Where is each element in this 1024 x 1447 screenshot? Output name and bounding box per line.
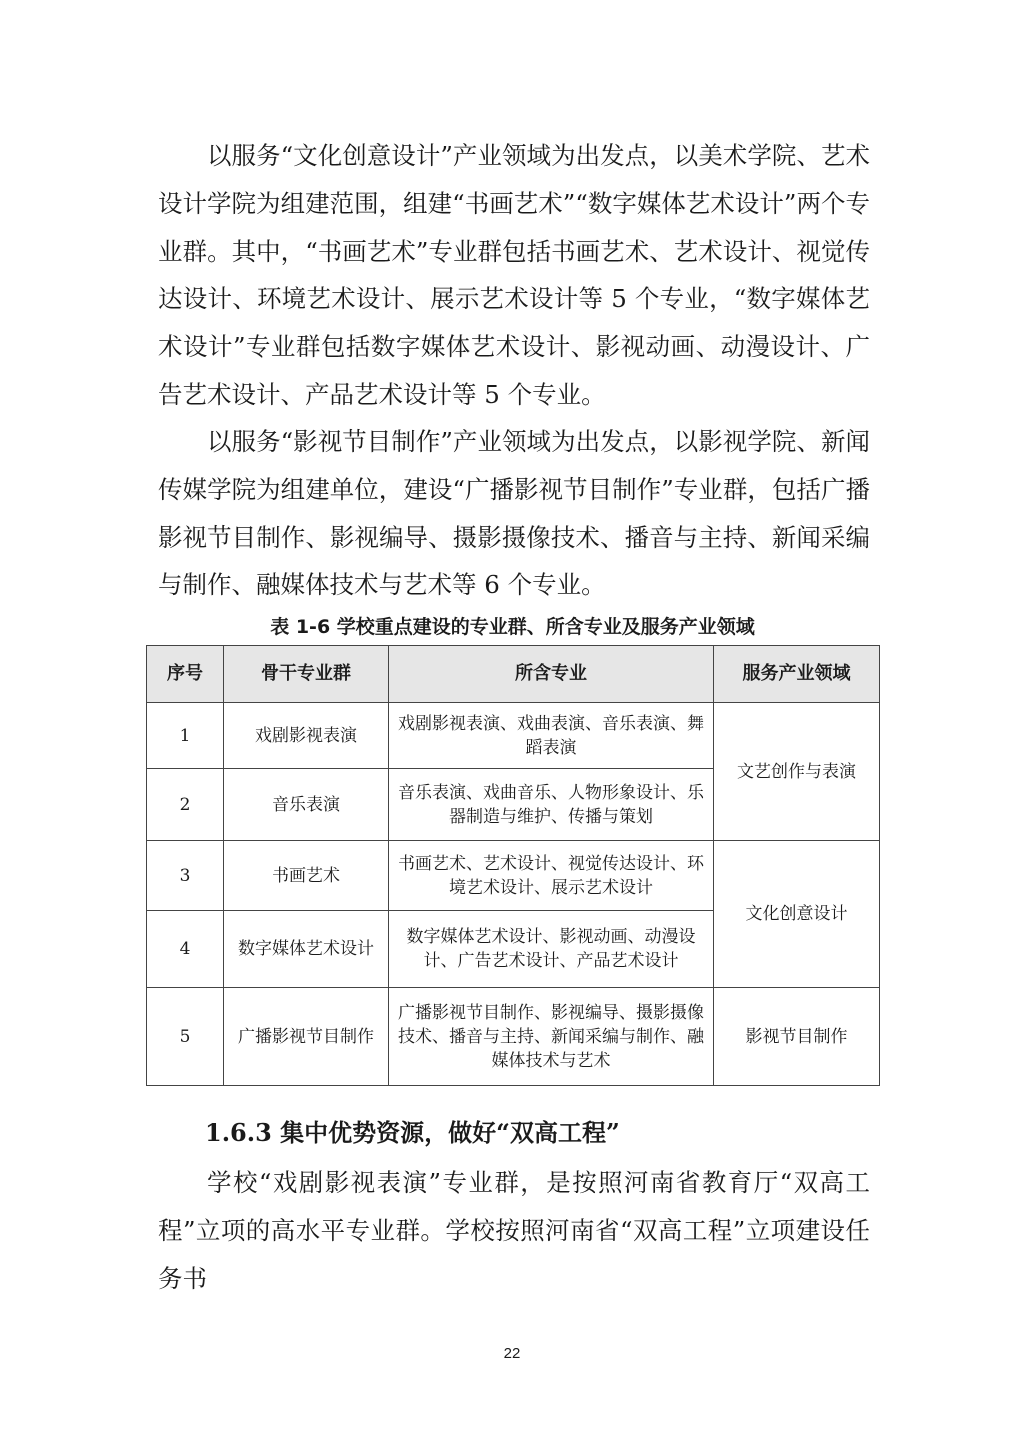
header-industry: 服务产业领域	[714, 646, 880, 703]
majors-cell: 广播影视节目制作、影视编导、摄影摄像技术、播音与主持、新闻采编与制作、融媒体技术与艺术	[389, 988, 714, 1086]
header-majors: 所含专业	[389, 646, 714, 703]
group-cell: 广播影视节目制作	[224, 988, 389, 1086]
table-row	[147, 988, 880, 1086]
row-number: 1	[147, 703, 224, 769]
group-cell: 数字媒体艺术设计	[224, 911, 389, 988]
majors-table	[146, 645, 880, 1086]
row-number: 3	[147, 841, 224, 911]
majors-cell: 数字媒体艺术设计、影视动画、动漫设计、广告艺术设计、产品艺术设计	[389, 911, 714, 988]
row-number: 2	[147, 769, 224, 841]
page-number: 22	[503, 1345, 521, 1362]
section-heading: 1.6.3 集中优势资源，做好“双高工程”	[205, 1118, 620, 1147]
body-paragraph: 以服务“文化创意设计”产业领域为出发点，以美术学院、艺术设计学院为组建范围，组建“书画艺术”“数字媒体艺术设计”两个专业群。其中，“书画艺术”专业群包括书画艺术、艺术设计、视觉传达设计、环境艺术设计、展示艺术设计等 5 个专业，“数字媒体艺术设计”专业群包括数字媒体艺术设计、影视动画、动漫设计、广告艺术设计、产品艺术设计等 5 个专业。	[158, 141, 870, 409]
table-header-row	[147, 646, 880, 703]
majors-cell: 戏剧影视表演、戏曲表演、音乐表演、舞蹈表演	[389, 703, 714, 769]
industry-cell: 影视节目制作	[714, 988, 880, 1086]
table-row	[147, 703, 880, 769]
row-number: 4	[147, 911, 224, 988]
industry-cell: 文化创意设计	[714, 841, 880, 988]
row-number: 5	[147, 988, 224, 1086]
header-group: 骨干专业群	[224, 646, 389, 703]
industry-cell: 文艺创作与表演	[714, 703, 880, 841]
body-paragraph: 以服务“影视节目制作”产业领域为出发点，以影视学院、新闻传媒学院为组建单位，建设“广播影视节目制作”专业群，包括广播影视节目制作、影视编导、摄影摄像技术、播音与主持、新闻采编与制作、融媒体技术与艺术等 6 个专业。	[158, 427, 870, 600]
body-paragraph: 学校“戏剧影视表演”专业群，是按照河南省教育厅“双高工程”立项的高水平专业群。学校按照河南省“双高工程”立项建设任务书	[158, 1168, 870, 1293]
table-caption: 表 1-6 学校重点建设的专业群、所含专业及服务产业领域	[270, 616, 755, 638]
majors-cell: 书画艺术、艺术设计、视觉传达设计、环境艺术设计、展示艺术设计	[389, 841, 714, 911]
group-cell: 书画艺术	[224, 841, 389, 911]
group-cell: 音乐表演	[224, 769, 389, 841]
header-no: 序号	[147, 646, 224, 703]
group-cell: 戏剧影视表演	[224, 703, 389, 769]
table-row	[147, 841, 880, 911]
majors-cell: 音乐表演、戏曲音乐、人物形象设计、乐器制造与维护、传播与策划	[389, 769, 714, 841]
